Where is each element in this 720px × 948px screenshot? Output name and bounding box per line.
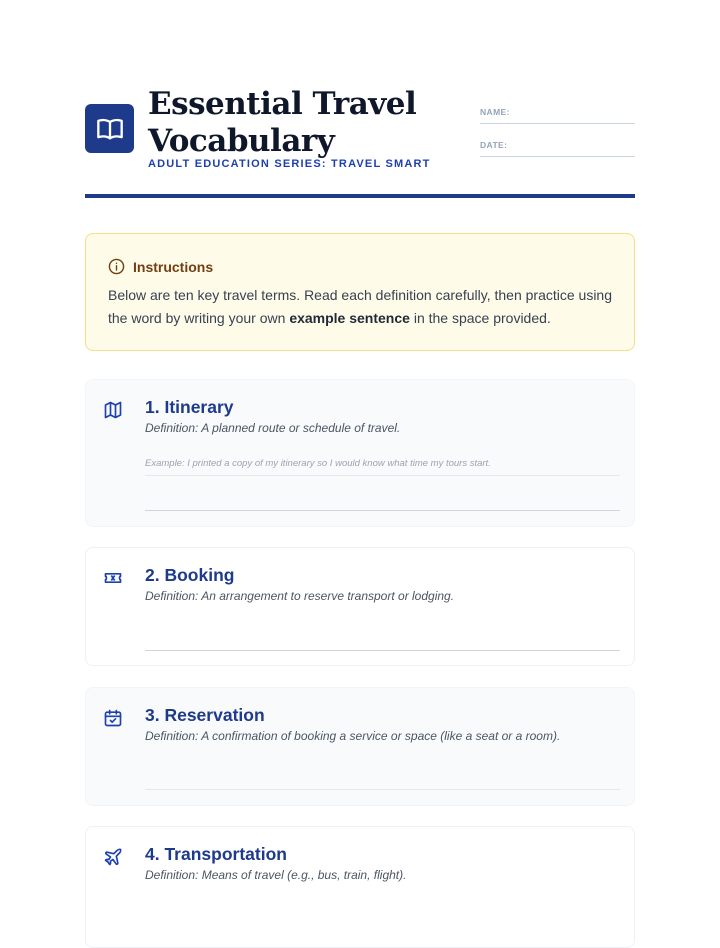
term-definition: Definition: A confirmation of booking a service or space (like a seat or a room). [145,729,561,743]
term-heading: 4. Transportation [145,844,287,864]
calendar-check-icon [103,708,123,728]
series-subtitle: ADULT EDUCATION SERIES: TRAVEL SMART [148,158,431,170]
example-underline [145,475,620,476]
instructions-text [108,284,613,329]
term-heading: 2. Booking [145,565,235,585]
plane-icon [103,847,123,867]
instructions-box [85,233,635,351]
ticket-icon [103,568,123,588]
date-field[interactable] [480,132,635,157]
map-icon [103,400,123,420]
name-label: NAME: [480,107,510,117]
term-card-booking [85,547,635,666]
page-title: Essential Travel Vocabulary [148,86,417,159]
info-icon [108,258,125,275]
term-definition: Definition: An arrangement to reserve transport or lodging. [145,589,455,603]
instructions-text-end: in the space provided. [409,309,551,326]
instructions-emphasis: example sentence [289,309,410,326]
answer-line[interactable] [145,510,620,511]
term-definition: Definition: Means of travel (e.g., bus, train, flight). [145,868,407,882]
term-card-reservation [85,687,635,806]
date-label: DATE: [480,140,508,150]
name-field[interactable] [480,99,635,124]
term-card-transportation [85,826,635,948]
instructions-title: Instructions [133,258,214,275]
term-heading: 3. Reservation [145,705,265,725]
answer-line[interactable] [145,789,620,790]
instructions-heading [108,258,213,275]
term-definition: Definition: A planned route or schedule of travel. [145,421,401,435]
answer-line[interactable] [145,650,620,651]
term-card-itinerary [85,379,635,527]
term-heading: 1. Itinerary [145,397,234,417]
worksheet-header [85,86,635,198]
header-divider [85,194,635,198]
open-book-icon [85,104,134,153]
example-sentence: Example: I printed a copy of my itinerary so I would know what time my tours start. [145,458,491,469]
instructions-text-start: Below are ten key travel terms. Read each definition carefully, then practice using the word by writing your own [108,287,612,326]
